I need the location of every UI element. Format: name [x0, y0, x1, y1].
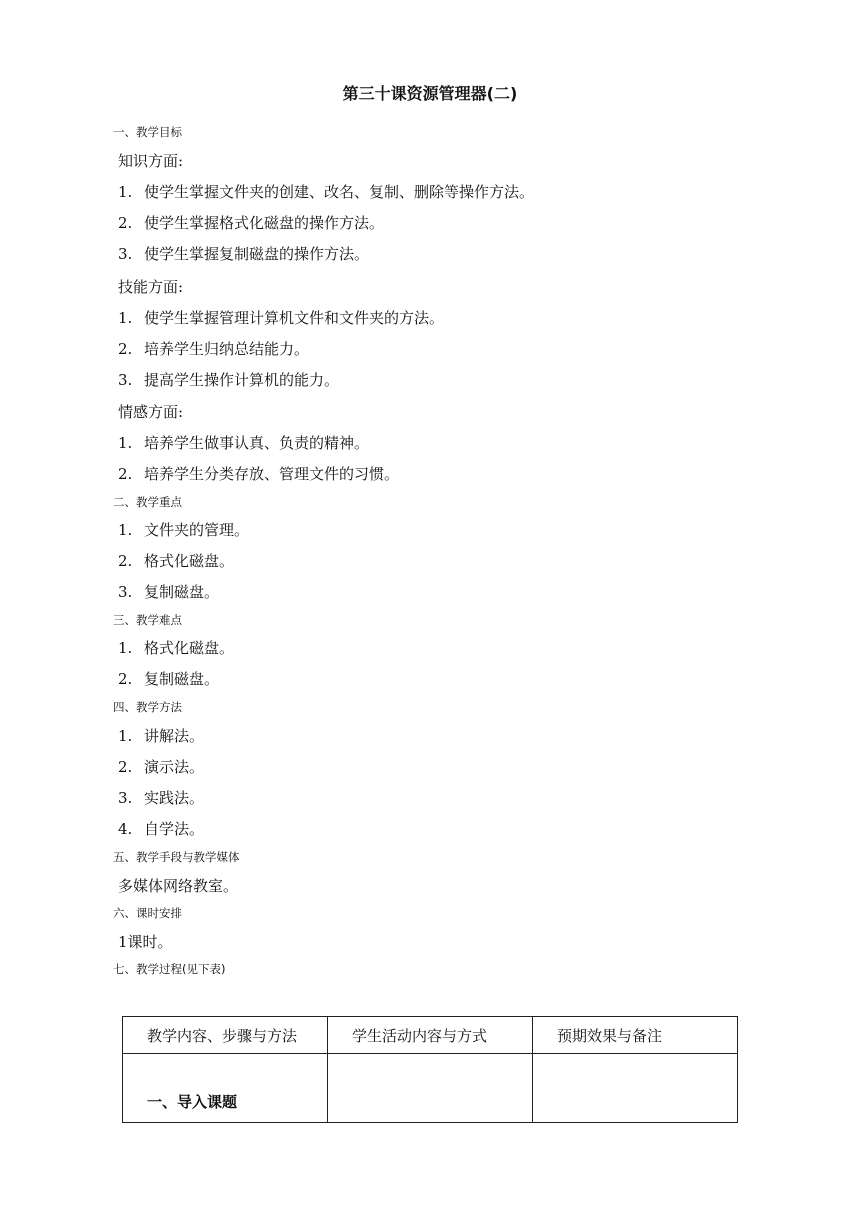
- section-heading-goals: 一、教学目标: [113, 125, 182, 139]
- list-item: 1. 讲解法。: [118, 727, 205, 745]
- section-heading-media: 五、教学手段与教学媒体: [113, 850, 240, 864]
- section-heading-methods: 四、教学方法: [113, 700, 182, 714]
- list-item: 2. 格式化磁盘。: [118, 552, 235, 570]
- list-item: 2. 培养学生分类存放、管理文件的习惯。: [118, 465, 400, 483]
- list-item: 4. 自学法。: [118, 820, 205, 838]
- emotion-label: 情感方面:: [118, 403, 184, 421]
- table-header-cell: 预期效果与备注: [533, 1017, 738, 1054]
- schedule-text: 1课时。: [118, 933, 173, 951]
- list-item: 3. 提高学生操作计算机的能力。: [118, 371, 340, 389]
- list-item: 1. 培养学生做事认真、负责的精神。: [118, 434, 370, 452]
- section-heading-schedule: 六、课时安排: [113, 906, 182, 920]
- section-heading-process: 七、教学过程(见下表): [113, 962, 226, 976]
- table-header-cell: 学生活动内容与方式: [328, 1017, 533, 1054]
- table-header-cell: 教学内容、步骤与方法: [123, 1017, 328, 1054]
- list-item: 1. 使学生掌握文件夹的创建、改名、复制、删除等操作方法。: [118, 183, 535, 201]
- section-heading-difficulties: 三、教学难点: [113, 613, 182, 627]
- section-heading-key-points: 二、教学重点: [113, 495, 182, 509]
- table-header-row: [123, 1017, 738, 1054]
- list-item: 2. 培养学生归纳总结能力。: [118, 340, 310, 358]
- media-text: 多媒体网络教室。: [118, 877, 239, 895]
- table-cell: [328, 1054, 533, 1123]
- list-item: 1. 格式化磁盘。: [118, 639, 235, 657]
- table-row: [123, 1054, 738, 1123]
- list-item: 3. 实践法。: [118, 789, 205, 807]
- list-item: 1. 文件夹的管理。: [118, 521, 250, 539]
- teaching-process-table: [122, 1016, 738, 1123]
- list-item: 2. 复制磁盘。: [118, 670, 220, 688]
- table-cell: 一、导入课题: [123, 1054, 328, 1123]
- list-item: 2. 使学生掌握格式化磁盘的操作方法。: [118, 214, 385, 232]
- knowledge-label: 知识方面:: [118, 152, 184, 170]
- table-cell: [533, 1054, 738, 1123]
- list-item: 3. 复制磁盘。: [118, 583, 220, 601]
- list-item: 2. 演示法。: [118, 758, 205, 776]
- list-item: 1. 使学生掌握管理计算机文件和文件夹的方法。: [118, 309, 445, 327]
- list-item: 3. 使学生掌握复制磁盘的操作方法。: [118, 245, 370, 263]
- skills-label: 技能方面:: [118, 278, 184, 296]
- page-title: 第三十课资源管理器(二): [342, 84, 518, 103]
